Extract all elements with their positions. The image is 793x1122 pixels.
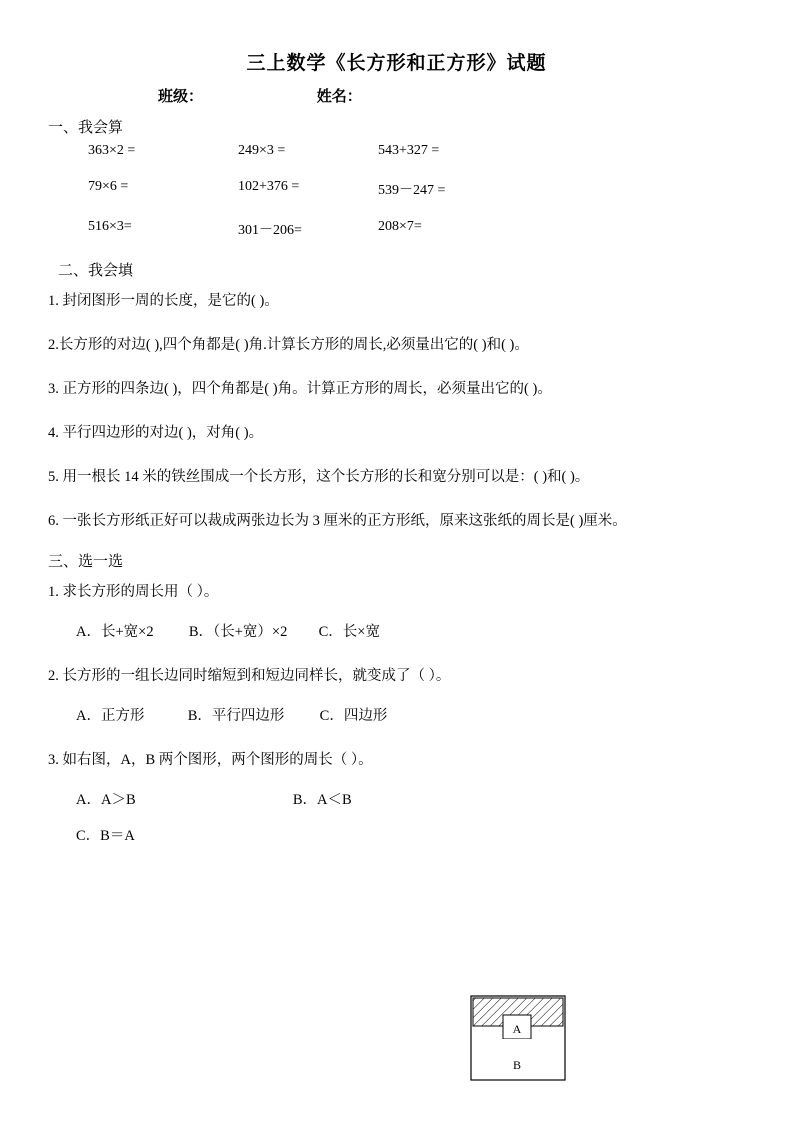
choice-question-1-options: [48, 619, 745, 645]
option-b: B．平行四边形: [187, 708, 285, 724]
calc-item: 249×3 =: [238, 143, 286, 158]
option-b: B．A＜B: [292, 792, 352, 808]
svg-text:A: A: [512, 1022, 522, 1036]
option-b: B．（长+宽）×2: [188, 624, 288, 640]
calc-item: 516×3=: [88, 219, 132, 234]
calc-item: 102+376 =: [238, 179, 300, 194]
calc-item: 208×7=: [378, 219, 422, 234]
section-heading-fill: 二、我会填: [58, 263, 134, 279]
option-a: A．长+宽×2: [76, 624, 154, 640]
fill-question-3: 3. 正方形的四条边( )，四个角都是( )角。计算正方形的周长，必须量出它的( )。: [48, 381, 552, 397]
name-label: 姓名：: [316, 89, 362, 105]
choice-question-2-stem: 2. 长方形的一组长边同时缩短到和短边同样长，就变成了（ ）。: [48, 668, 451, 684]
calc-item: 539－247 =: [378, 183, 446, 198]
section-heading-calc: 一、我会算: [48, 120, 124, 136]
fill-question-6: 6. 一张长方形纸正好可以裁成两张边长为 3 厘米的正方形纸，原来这张纸的周长是( )厘米。: [48, 513, 627, 529]
calc-row: [48, 219, 745, 239]
fill-question-4: 4. 平行四边形的对边( )，对角( )。: [48, 425, 264, 441]
choice-question-3-stem: 3. 如右图，A，B 两个图形，两个图形的周长（ ）。: [48, 752, 373, 768]
option-c: C．四边形: [319, 708, 388, 724]
choice-question-2-options: [48, 703, 745, 729]
calc-item: 79×6 =: [88, 179, 129, 194]
section-heading-choice: 三、选一选: [48, 554, 124, 570]
fill-question-5: 5. 用一根长 14 米的铁丝围成一个长方形，这个长方形的长和宽分别可以是：( )和( )。: [48, 469, 590, 485]
class-label: 班级：: [158, 89, 204, 105]
option-a: A．A＞B: [76, 792, 136, 808]
choice-question-3-options-row2: [48, 823, 745, 849]
calc-row: [48, 143, 745, 159]
option-a: A．正方形: [76, 708, 145, 724]
student-info-line: [48, 85, 745, 106]
calc-row: [48, 179, 745, 199]
calc-item: 301－206=: [238, 223, 302, 238]
svg-text:B: B: [512, 1058, 522, 1072]
choice-question-3: [48, 745, 745, 849]
figure-ab-diagram: [470, 995, 566, 1081]
calc-item: 543+327 =: [378, 143, 440, 158]
figure-svg: [470, 995, 566, 1081]
option-c: C．B＝A: [76, 828, 135, 844]
page-title: 三上数学《长方形和正方形》试题: [246, 53, 547, 74]
option-c: C．长×宽: [318, 624, 380, 640]
choice-question-3-options-row1: [48, 787, 745, 813]
fill-question-1: 1. 封闭图形一周的长度，是它的( )。: [48, 293, 279, 309]
fill-question-2: 2.长方形的对边( ),四个角都是( )角.计算长方形的周长,必须量出它的( )和( )。: [48, 337, 529, 353]
choice-question-1-stem: 1. 求长方形的周长用（ ）。: [48, 584, 219, 600]
calc-item: 363×2 =: [88, 143, 136, 158]
